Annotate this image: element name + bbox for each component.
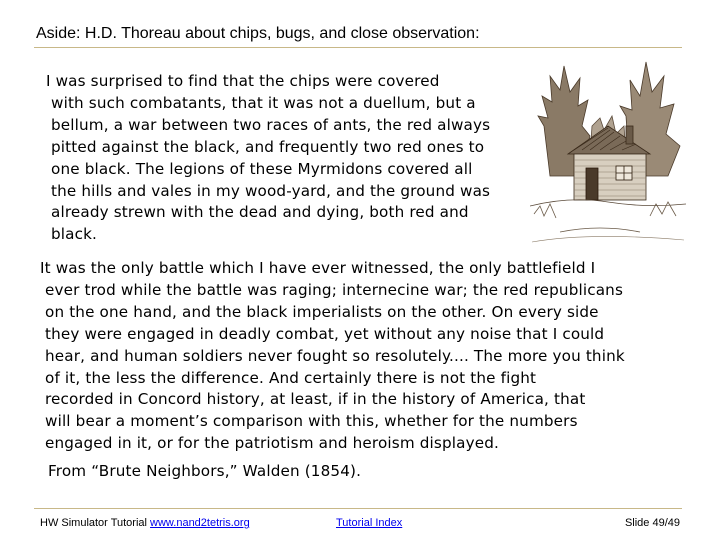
source-citation: From “Brute Neighbors,” Walden (1854). — [48, 462, 362, 480]
quote-paragraph-2 — [40, 258, 690, 455]
quote-line: recorded in Concord history, at least, if in the history of America, that — [45, 390, 586, 409]
quote-line: I was surprised to find that the chips were covered — [46, 72, 440, 90]
quote-line: black. — [51, 225, 98, 244]
quote-line: ever trod while the battle was raging; internecine war; the red republicans — [45, 280, 624, 299]
top-divider — [34, 47, 682, 48]
footer-left — [40, 516, 250, 530]
footer-course-label: HW Simulator Tutorial — [40, 517, 147, 529]
quote-line: pitted against the black, and frequently two red ones to — [51, 137, 485, 156]
quote-line: will bear a moment’s comparison with this, whether for the numbers — [45, 412, 578, 431]
tutorial-index-link[interactable]: Tutorial Index — [336, 517, 403, 529]
quote-source — [48, 461, 548, 483]
quote-line: one black. The legions of these Myrmidons covered all — [51, 159, 473, 178]
slide-number: Slide 49/49 — [624, 517, 680, 529]
bottom-divider — [34, 508, 682, 509]
thoreau-cabin-illustration — [530, 56, 686, 246]
quote-line: It was the only battle which I have ever witnessed, the only battlefield I — [40, 259, 596, 277]
quote-line: already strewn with the dead and dying, both red and — [51, 203, 469, 222]
quote-paragraph-1 — [46, 71, 526, 246]
footer-center — [336, 516, 402, 530]
quote-line: bellum, a war between two races of ants, the red always — [51, 115, 491, 134]
cabin-engraving-icon — [530, 62, 686, 242]
website-link[interactable]: www.nand2tetris.org — [150, 517, 250, 529]
quote-line: of it, the less the difference. And certainly there is not the fight — [45, 368, 537, 387]
quote-line: engaged in it, or for the patriotism and heroism displayed. — [45, 434, 499, 453]
quote-line: the hills and vales in my wood-yard, and the ground was — [51, 181, 491, 200]
quote-line: with such combatants, that it was not a duellum, but a — [51, 93, 476, 112]
quote-line: they were engaged in deadly combat, yet without any noise that I could — [45, 324, 605, 343]
quote-line: hear, and human soldiers never fought so resolutely.... The more you think — [45, 346, 625, 365]
quote-line: on the one hand, and the black imperialists on the other. On every side — [45, 302, 599, 321]
slide-title: Aside: H.D. Thoreau about chips, bugs, and close observation: — [36, 25, 480, 42]
